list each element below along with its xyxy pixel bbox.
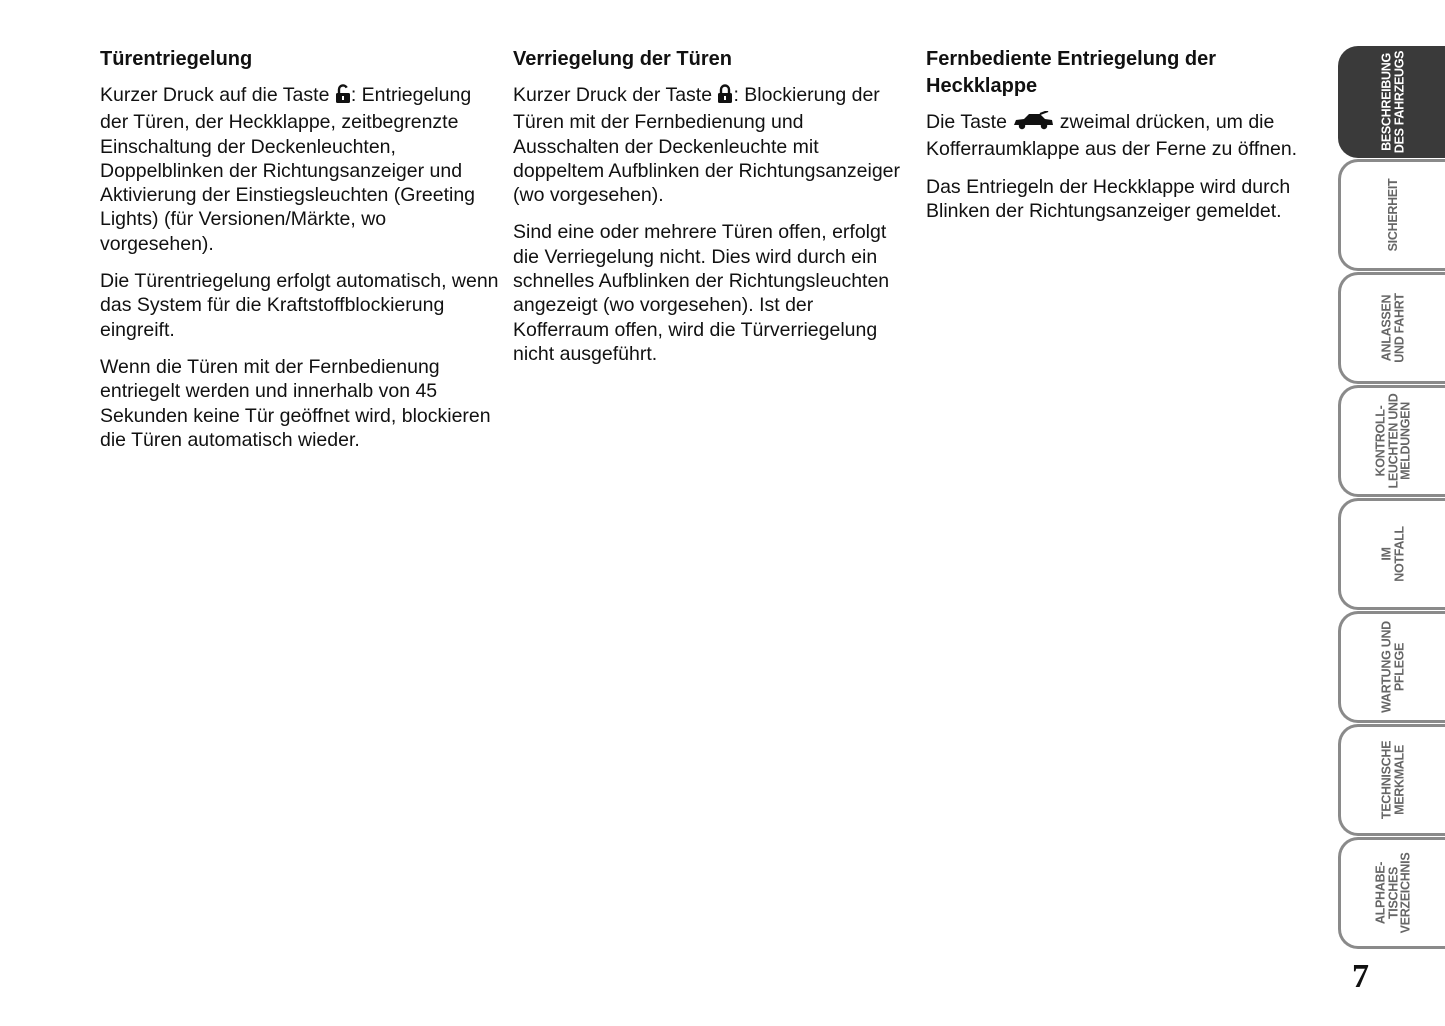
lock-padlock-icon (717, 84, 733, 110)
tab-label: WARTUNG UND PFLEGE (1379, 621, 1406, 713)
tab-anlassen[interactable] (1338, 272, 1445, 384)
text-segment: : Entriegelung der Türen, der Heckklappe, zeitbegrenzte Einschaltung der Deckenleuchten, Doppelblinken der Richtungsanzeiger und Aktivierung der Einstiegsleuchten (Greeting Lights) (für Versionen/Märkte, wo vorgesehen). (100, 84, 476, 255)
text-segment: Kurzer Druck auf die Taste (100, 84, 335, 106)
chapter-tabs (1338, 46, 1445, 950)
car-trunk-icon (1012, 111, 1054, 137)
text-segment: Die Taste (926, 111, 1013, 133)
paragraph-lock-failure: Sind eine oder mehrere Türen offen, erfolgt die Verriegelung nicht. Dies wird durch ein schnelles Aufblinken der Richtungsleuchten angezeigt (wo vorgesehen). Ist der Kofferraum offen, wird die Türverriegelung nicht ausgeführt. (513, 221, 890, 365)
tab-sicherheit[interactable] (1338, 159, 1445, 271)
unlock-padlock-icon (335, 84, 351, 110)
tab-label: KONTROLL- LEUCHTEN UND MELDUNGEN (1373, 393, 1413, 489)
tab-kontrollleuchten[interactable] (1338, 385, 1445, 497)
tab-label: IM NOTFALL (1379, 526, 1406, 582)
paragraph-auto-relock: Wenn die Türen mit der Fernbedienung entriegelt werden und innerhalb von 45 Sekunden keine Tür geöffnet wird, blockieren die Türen automatisch wieder. (100, 355, 491, 451)
page-number: 7 (1352, 958, 1369, 995)
column-door-locking (513, 46, 903, 379)
tab-label: ANLASSEN UND FAHRT (1379, 293, 1406, 363)
tab-technische-merkmale[interactable] (1338, 724, 1445, 836)
paragraph-lock-button (513, 83, 903, 207)
column-door-unlocking (100, 46, 500, 465)
paragraph-trunk-signal: Das Entriegeln der Heckklappe wird durch Blinken der Richtungsanzeiger gemeldet. (926, 175, 1291, 222)
text-segment: zweimal drücken, um die Kofferraumklappe aus der Ferne zu öffnen. (926, 111, 1298, 161)
text-segment: : Blockierung der Türen mit der Fernbedienung und Ausschalten der Deckenleuchte mit doppeltem Aufblinken der Richtungsanzeiger (wo vorgesehen). (513, 84, 901, 207)
tab-label: SICHERHEIT (1385, 178, 1400, 252)
column-trunk-release (926, 46, 1306, 236)
tab-beschreibung[interactable] (1338, 46, 1445, 158)
paragraph-trunk-button (926, 110, 1306, 162)
text-segment: Kurzer Druck der Taste (513, 84, 718, 106)
heading-trunk-release: Fernbediente Entriegelung der Heckklappe (926, 48, 1217, 97)
paragraph-unlock-button (100, 83, 500, 256)
heading-door-locking: Verriegelung der Türen (513, 48, 732, 70)
tab-label: ALPHABE- TISCHES VERZEICHNIS (1373, 852, 1413, 934)
tab-verzeichnis[interactable] (1338, 837, 1445, 949)
tab-wartung[interactable] (1338, 611, 1445, 723)
tab-notfall[interactable] (1338, 498, 1445, 610)
tab-label: TECHNISCHE MERKMALE (1379, 740, 1406, 820)
heading-door-unlocking: Türentriegelung (100, 48, 253, 70)
paragraph-auto-unlock: Die Türentriegelung erfolgt automatisch, wenn das System für die Kraftstoffblockierung eingreift. (100, 270, 499, 341)
tab-label: BESCHREIBUNG DES FAHRZEUGS (1379, 50, 1406, 154)
